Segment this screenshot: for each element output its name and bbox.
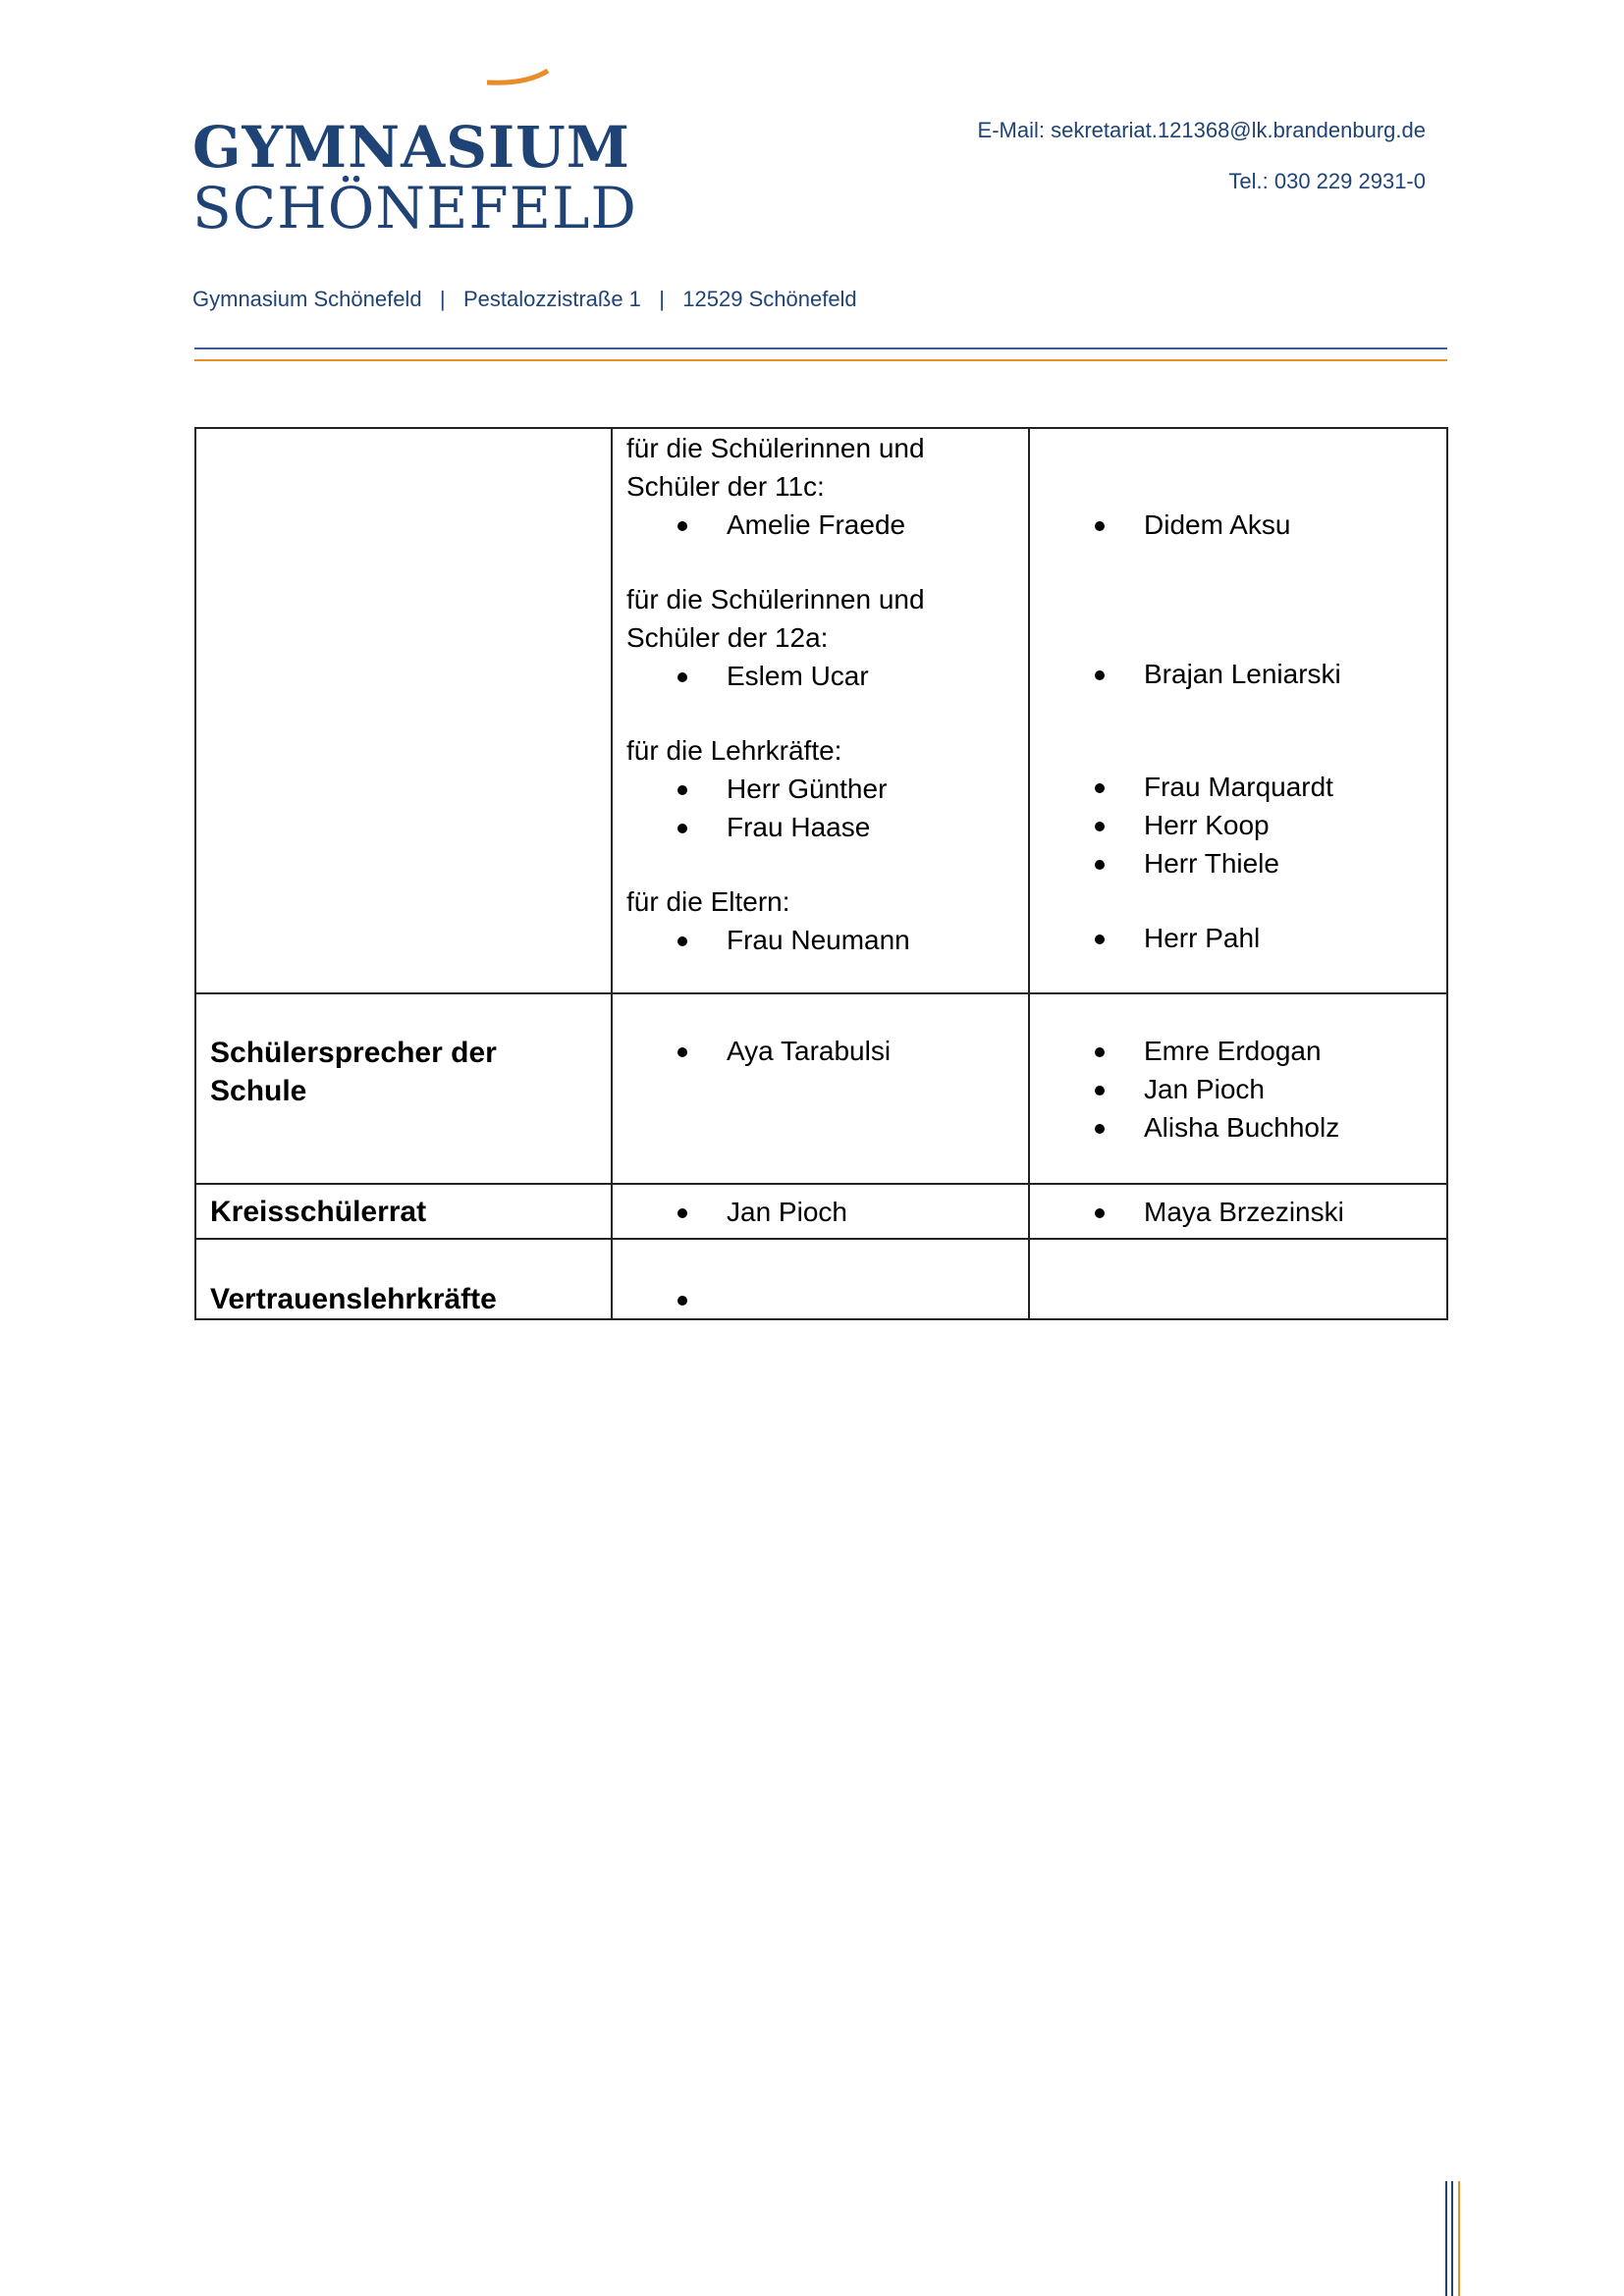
list-item: Frau Marquardt — [1044, 768, 1433, 806]
row-label: Schülersprecher der Schule — [210, 1037, 497, 1107]
list-item: Herr Thiele — [1044, 844, 1433, 882]
list-item: Eslem Ucar — [626, 657, 1014, 695]
table-cell-col2 — [612, 993, 1029, 1184]
group-heading: für die Schülerinnen und Schüler der 11c: — [626, 433, 925, 502]
list-item: Emre Erdogan — [1044, 1032, 1433, 1070]
table-cell-label — [195, 1184, 612, 1239]
list-item: Herr Koop — [1044, 806, 1433, 844]
table-cell-col3 — [1029, 1184, 1447, 1239]
list-item: Herr Günther — [626, 770, 1014, 808]
table-row — [195, 1184, 1447, 1239]
table-cell-col3 — [1029, 993, 1447, 1184]
decorative-side-lines — [1444, 2181, 1464, 2296]
list-item: Jan Pioch — [1044, 1070, 1433, 1108]
representatives-table — [194, 427, 1448, 1320]
table-cell-col2 — [612, 1239, 1029, 1319]
table-cell-col2 — [612, 428, 1029, 993]
table-row — [195, 1239, 1447, 1319]
table-cell-col2 — [612, 1184, 1029, 1239]
list-item: Jan Pioch — [626, 1193, 1014, 1231]
contact-email: E-Mail: sekretariat.121368@lk.brandenburg.de — [977, 118, 1426, 142]
list-item: Alisha Buchholz — [1044, 1108, 1433, 1147]
list-item: Maya Brzezinski — [1044, 1193, 1433, 1231]
table-cell-col3 — [1029, 428, 1447, 993]
school-address: Gymnasium Schönefeld | Pestalozzistraße 1 | 12529 Schönefeld — [192, 287, 857, 311]
table-row — [195, 993, 1447, 1184]
group-heading: für die Schülerinnen und Schüler der 12a: — [626, 584, 925, 653]
table-cell-col3 — [1029, 1239, 1447, 1319]
group-heading: für die Eltern: — [626, 886, 790, 917]
group-heading: für die Lehrkräfte: — [626, 735, 842, 766]
list-item: Amelie Fraede — [626, 506, 1014, 544]
logo-text-line2: SCHÖNEFELD — [192, 175, 637, 241]
table-cell-label — [195, 428, 612, 993]
table-row — [195, 428, 1447, 993]
table-cell-label — [195, 1239, 612, 1319]
logo-text-line1: GYMNASIUM — [192, 114, 630, 181]
school-logo — [192, 65, 637, 241]
contact-phone: Tel.: 030 229 2931-0 — [1228, 169, 1426, 193]
list-item: Didem Aksu — [1044, 506, 1433, 544]
header-rule-blue — [194, 347, 1447, 349]
list-item: Herr Pahl — [1044, 919, 1433, 957]
row-label: Vertrauenslehrkräfte — [210, 1283, 497, 1315]
list-item: Frau Neumann — [626, 921, 1014, 959]
list-item: Aya Tarabulsi — [626, 1032, 1014, 1070]
list-item: Brajan Leniarski — [1044, 655, 1433, 693]
table-cell-label — [195, 993, 612, 1184]
list-item: Frau Haase — [626, 808, 1014, 846]
row-label: Kreisschülerrat — [210, 1196, 427, 1228]
list-item — [626, 1280, 1014, 1318]
header-rule-orange — [194, 359, 1447, 361]
